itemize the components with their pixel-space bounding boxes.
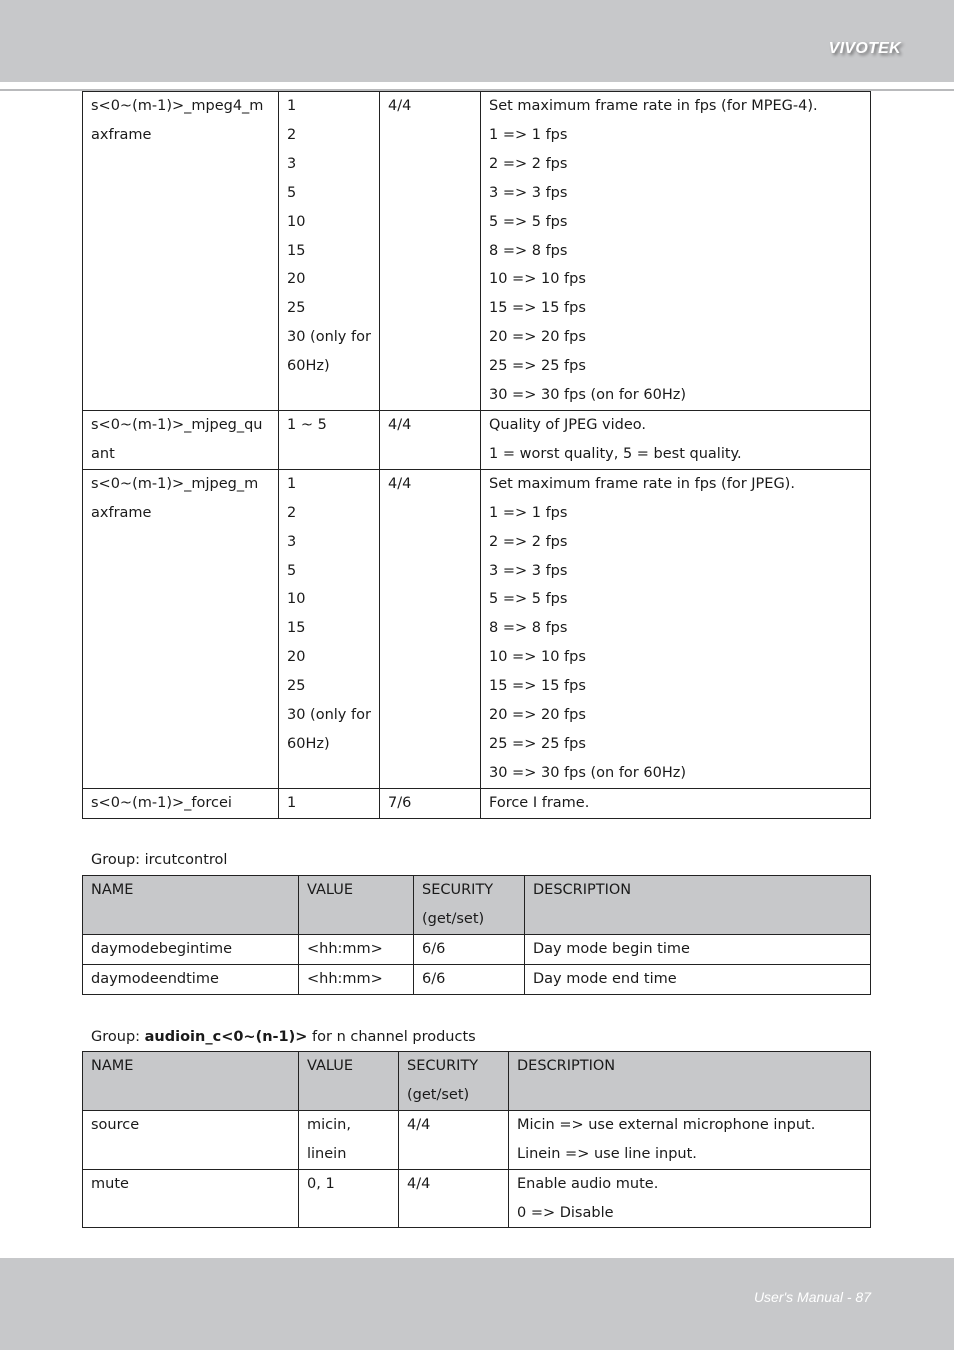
ircutcontrol-table	[82, 875, 871, 995]
name-cell: s<0~(m-1)>_mpeg4_m axframe	[83, 92, 279, 411]
value-cell: 0, 1	[299, 1169, 399, 1228]
page-footer	[0, 1258, 954, 1350]
table-row	[83, 964, 871, 994]
table-header-row	[83, 1052, 871, 1111]
description-cell: Quality of JPEG video. 1 = worst quality, 5 = best quality.	[481, 410, 871, 469]
group-label-ircutcontrol: Group: ircutcontrol	[91, 852, 228, 868]
value-cell: micin, linein	[299, 1110, 399, 1169]
security-cell: 4/4	[380, 469, 481, 788]
value-cell: <hh:mm>	[299, 964, 414, 994]
table-row	[83, 92, 871, 411]
security-cell: 4/4	[380, 92, 481, 411]
security-cell: 4/4	[399, 1110, 509, 1169]
value-cell: <hh:mm>	[299, 934, 414, 964]
header-value: VALUE	[299, 1052, 399, 1111]
description-cell: Set maximum frame rate in fps (for MPEG-4). 1 => 1 fps 2 => 2 fps 3 => 3 fps 5 => 5 fps 8 => 8 fps 10 => 10 fps 15 => 15 fps 20 => 20 fps 25 => 25 fps 30 => 30 fps (on for 60Hz)	[481, 92, 871, 411]
name-cell: s<0~(m-1)>_mjpeg_m axframe	[83, 469, 279, 788]
security-cell: 6/6	[414, 934, 525, 964]
name-cell: s<0~(m-1)>_forcei	[83, 788, 279, 818]
table-row	[83, 788, 871, 818]
table-row	[83, 934, 871, 964]
table-row	[83, 1110, 871, 1169]
header-value: VALUE	[299, 876, 414, 935]
header-name: NAME	[83, 1052, 299, 1111]
value-cell: 1 ~ 5	[279, 410, 380, 469]
security-cell: 4/4	[380, 410, 481, 469]
header-description: DESCRIPTION	[509, 1052, 871, 1111]
table-row	[83, 410, 871, 469]
group-label-audioin: Group: audioin_c<0~(n-1)> for n channel products	[91, 1029, 476, 1045]
table-header-row	[83, 876, 871, 935]
header-description: DESCRIPTION	[525, 876, 871, 935]
header-name: NAME	[83, 876, 299, 935]
name-cell: daymodebegintime	[83, 934, 299, 964]
description-cell: Micin => use external microphone input. Linein => use line input.	[509, 1110, 871, 1169]
description-cell: Day mode end time	[525, 964, 871, 994]
security-cell: 4/4	[399, 1169, 509, 1228]
brand-logo: VIVOTEK	[828, 40, 901, 57]
header-security: SECURITY (get/set)	[414, 876, 525, 935]
description-cell: Force I frame.	[481, 788, 871, 818]
audioin-table	[82, 1051, 871, 1228]
value-cell: 1 2 3 5 10 15 20 25 30 (only for 60Hz)	[279, 469, 380, 788]
page-number: User's Manual - 87	[753, 1289, 871, 1305]
stream-parameters-table	[82, 91, 871, 819]
description-cell: Set maximum frame rate in fps (for JPEG). 1 => 1 fps 2 => 2 fps 3 => 3 fps 5 => 5 fps 8 => 8 fps 10 => 10 fps 15 => 15 fps 20 => 20 fps 25 => 25 fps 30 => 30 fps (on for 60Hz)	[481, 469, 871, 788]
name-cell: s<0~(m-1)>_mjpeg_qu ant	[83, 410, 279, 469]
security-cell: 7/6	[380, 788, 481, 818]
table-row	[83, 469, 871, 788]
description-cell: Enable audio mute. 0 => Disable	[509, 1169, 871, 1228]
description-cell: Day mode begin time	[525, 934, 871, 964]
table-row	[83, 1169, 871, 1228]
header-security: SECURITY (get/set)	[399, 1052, 509, 1111]
name-cell: source	[83, 1110, 299, 1169]
name-cell: mute	[83, 1169, 299, 1228]
name-cell: daymodeendtime	[83, 964, 299, 994]
page-header	[0, 0, 954, 82]
value-cell: 1	[279, 788, 380, 818]
value-cell: 1 2 3 5 10 15 20 25 30 (only for 60Hz)	[279, 92, 380, 411]
security-cell: 6/6	[414, 964, 525, 994]
